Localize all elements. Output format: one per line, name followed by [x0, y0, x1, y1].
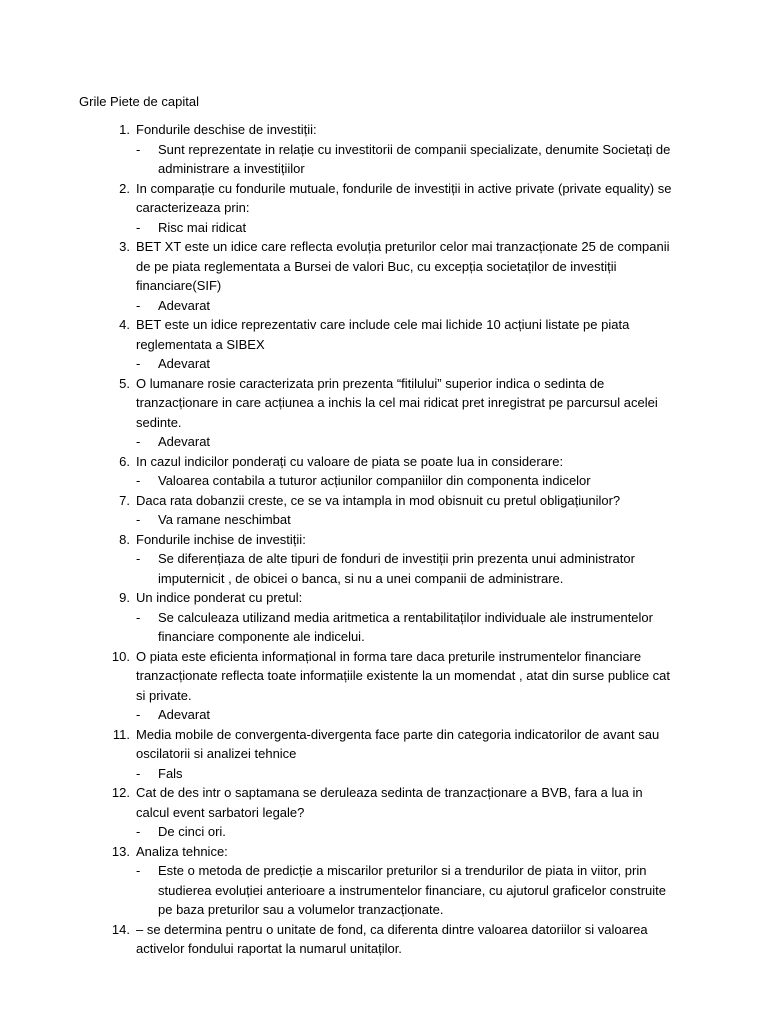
- question-item: [0, 120, 768, 179]
- question-item: [0, 530, 768, 589]
- answer-dash-bullet: -: [136, 551, 141, 566]
- question-item: [0, 920, 768, 959]
- answer-text: Se calculeaza utilizand media aritmetica a rentabilitaților individuale ale instrumentelor financiare componente ale indicelui.: [158, 609, 653, 644]
- answer-text: Este o metoda de predicție a miscarilor preturilor si a trendurilor de piata in viitor, prin studierea evoluției anterioare a instrumentelor financiare, cu ajutorul graficelor construite pe baza preturilor sau a volumelor tranzacționate.: [158, 863, 666, 917]
- question-text: O piata este eficienta informațional in forma tare daca preturile instrumentelor financiare tranzacționate reflecta toate informațiile existente la un momendat , atat din surse publice cat si private.: [136, 648, 671, 703]
- question-row: [0, 179, 768, 218]
- answer-text: Va ramane neschimbat: [158, 512, 291, 527]
- question-number: 14.: [111, 921, 130, 937]
- answer-text: Risc mai ridicat: [158, 219, 247, 235]
- question-item: [0, 491, 768, 530]
- question-text: In comparație cu fondurile mutuale, fondurile de investiții in active private (private equality) se caracterizeaza prin:: [136, 180, 672, 215]
- question-item: [0, 588, 768, 647]
- answer-row: [0, 549, 768, 588]
- answer-dash-bullet: -: [136, 141, 141, 157]
- question-row: [0, 491, 768, 511]
- answer-text: De cinci ori.: [158, 824, 226, 839]
- question-text: Cat de des intr o saptamana se deruleaza sedinta de tranzacționare a BVB, fara a lua in calcul event sarbatori legale?: [136, 785, 643, 820]
- answer-row: [0, 705, 768, 725]
- question-row: [0, 725, 768, 764]
- document-title: Grile Piete de capital: [79, 94, 199, 109]
- question-number: 13.: [111, 843, 130, 859]
- question-item: [0, 179, 768, 238]
- answer-row: [0, 432, 768, 452]
- question-text: – se determina pentru o unitate de fond, ca diferenta dintre valoarea datoriilor si valoarea activelor fondului raportat la numarul unitaților.: [136, 921, 648, 956]
- question-text: BET este un idice reprezentativ care include cele mai lichide 10 acțiuni listate pe piata reglementata a SIBEX: [136, 317, 630, 352]
- question-row: [0, 588, 768, 608]
- question-number: 8.: [119, 531, 130, 547]
- question-text: BET XT este un idice care reflecta evoluția preturilor celor mai tranzacționate 25 de companii de pe piata reglementata a Bursei de valori Buc, cu excepția societaților de investiții financiare(SIF): [136, 239, 670, 293]
- question-number: 4.: [119, 317, 130, 332]
- answer-dash-bullet: -: [136, 824, 141, 839]
- question-row: [0, 530, 768, 550]
- answer-row: [0, 608, 768, 647]
- answer-row: [0, 861, 768, 920]
- answer-text: Valoarea contabila a tuturor acțiunilor companiilor din componenta indicelor: [158, 473, 591, 488]
- question-row: [0, 315, 768, 354]
- answer-text: Adevarat: [158, 434, 211, 449]
- answer-text: Adevarat: [158, 297, 211, 313]
- question-number: 5.: [119, 375, 130, 391]
- question-text: Fondurile deschise de investiții:: [136, 122, 317, 137]
- answer-text: Se diferențiaza de alte tipuri de fonduri de investiții prin prezenta unui administrator imputernicit , de obicei o banca, si nu a unei companii de administrare.: [158, 551, 635, 586]
- answer-row: [0, 218, 768, 238]
- question-number: 9.: [119, 590, 130, 605]
- answer-row: [0, 764, 768, 784]
- answer-row: [0, 822, 768, 842]
- question-row: [0, 842, 768, 862]
- answer-dash-bullet: -: [136, 512, 141, 527]
- question-text: Media mobile de convergenta-divergenta face parte din categoria indicatorilor de avant sau oscilatorii si analizei tehnice: [136, 726, 660, 761]
- answer-text: Fals: [158, 765, 183, 781]
- answer-text: Sunt reprezentate in relație cu investitorii de companii specializate, denumite Societați de administrare a investițiilor: [158, 141, 671, 176]
- answer-dash-bullet: -: [136, 297, 141, 313]
- question-item: [0, 237, 768, 315]
- question-text: O lumanare rosie caracterizata prin prezenta “fitilului” superior indica o sedinta de tranzacționare in care acțiunea a inchis la cel mai ridicat pret inregistrat pe parcursul acelei sedinte.: [136, 375, 658, 430]
- question-text: Un indice ponderat cu pretul:: [136, 590, 303, 605]
- question-text: Daca rata dobanzii creste, ce se va intampla in mod obisnuit cu pretul obligațiunilor?: [136, 492, 621, 508]
- answer-row: [0, 510, 768, 530]
- answer-dash-bullet: -: [136, 434, 141, 449]
- question-number: 2.: [119, 180, 130, 196]
- question-row: [0, 237, 768, 296]
- question-number: 6.: [119, 453, 130, 469]
- answer-dash-bullet: -: [136, 765, 141, 781]
- question-number: 11.: [112, 726, 130, 742]
- question-item: [0, 374, 768, 452]
- question-row: [0, 783, 768, 822]
- question-item: [0, 783, 768, 842]
- answer-row: [0, 296, 768, 316]
- question-row: [0, 920, 768, 959]
- answer-dash-bullet: -: [136, 609, 141, 625]
- question-text: In cazul indicilor ponderați cu valoare de piata se poate lua in considerare:: [136, 453, 564, 469]
- question-row: [0, 120, 768, 140]
- question-text: Analiza tehnice:: [136, 843, 228, 859]
- question-item: [0, 842, 768, 920]
- question-row: [0, 647, 768, 706]
- answer-row: [0, 140, 768, 179]
- answer-dash-bullet: -: [136, 473, 141, 488]
- answer-row: [0, 354, 768, 374]
- question-number: 7.: [119, 492, 130, 508]
- question-item: [0, 452, 768, 491]
- question-item: [0, 315, 768, 374]
- answer-row: [0, 471, 768, 491]
- question-row: [0, 452, 768, 472]
- question-number: 10.: [111, 648, 130, 664]
- question-list: [0, 120, 768, 959]
- question-row: [0, 374, 768, 433]
- question-number: 3.: [119, 239, 130, 254]
- question-text: Fondurile inchise de investiții:: [136, 531, 306, 547]
- answer-dash-bullet: -: [136, 219, 141, 235]
- answer-text: Adevarat: [158, 356, 211, 371]
- question-number: 12.: [111, 785, 130, 800]
- question-number: 1.: [119, 122, 130, 137]
- answer-dash-bullet: -: [136, 863, 141, 878]
- answer-dash-bullet: -: [136, 707, 141, 722]
- answer-dash-bullet: -: [136, 356, 141, 371]
- answer-text: Adevarat: [158, 707, 211, 722]
- question-item: [0, 647, 768, 725]
- question-item: [0, 725, 768, 784]
